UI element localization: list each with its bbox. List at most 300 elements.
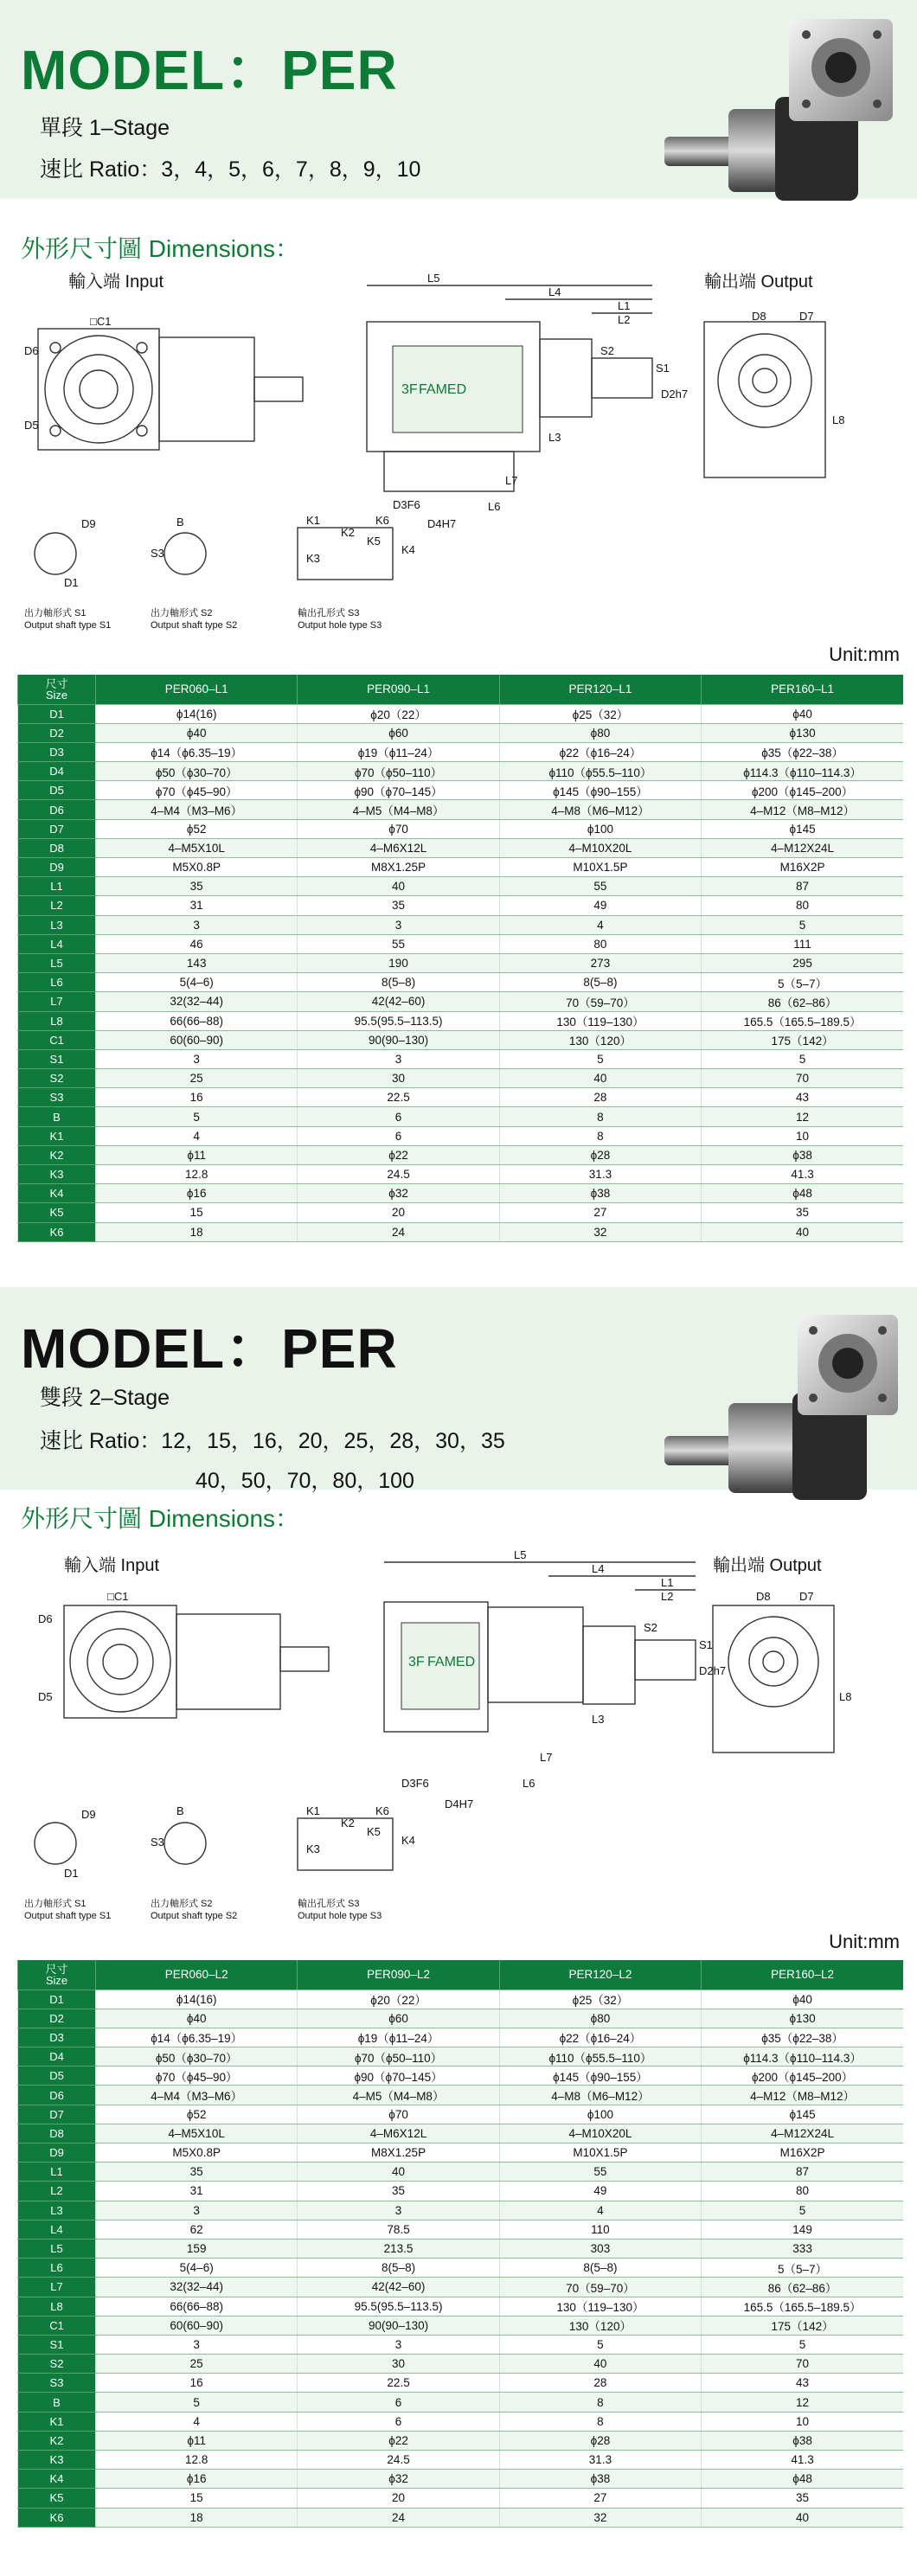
table-cell: 4–M12（M8–M12） [702,2086,903,2105]
svg-text:S3: S3 [151,1836,164,1849]
table-cell: 35 [702,1203,903,1222]
table-cell: ϕ110（ϕ55.5–110） [499,762,701,781]
table-row [18,2163,904,2182]
table-row [18,2220,904,2239]
table-cell: 24.5 [298,1165,499,1184]
table-row [18,2182,904,2201]
table-row [18,2124,904,2143]
table-cell: 4–M12（M8–M12） [702,800,903,819]
row-label: B [18,2393,96,2412]
table-cell: ϕ70 [298,2105,499,2124]
table-cell: 66(66–88) [96,2297,298,2316]
table-body [18,704,904,1241]
svg-text:S1: S1 [699,1638,713,1651]
svg-text:D2h7: D2h7 [699,1664,727,1677]
table-row [18,781,904,800]
unit-label: Unit:mm [829,644,900,665]
svg-text:L2: L2 [661,1590,674,1603]
table-cell: 159 [96,2239,298,2258]
output-label: 輸出端 Output [704,272,813,292]
table-cell: ϕ14(16) [96,704,298,723]
table-cell: 3 [96,915,298,934]
table-cell: ϕ19（ϕ11–24） [298,2028,499,2047]
row-label: D9 [18,858,96,877]
table-cell: 35 [96,2163,298,2182]
dimensions-heading: 外形尺寸圖 Dimensions： [21,1505,300,1532]
table-cell: 31.3 [499,2451,701,2470]
table-cell: ϕ40 [96,2009,298,2028]
table-row [18,2201,904,2220]
row-label: D1 [18,1990,96,2009]
svg-text:D6: D6 [38,1612,53,1625]
table-cell: 4–M12X24L [702,2124,903,2143]
table-row [18,800,904,819]
table-cell: 4 [499,2201,701,2220]
svg-text:L3: L3 [592,1713,605,1726]
row-label: L8 [18,1011,96,1030]
row-label: L5 [18,2239,96,2258]
row-label: D2 [18,723,96,742]
table-cell: ϕ20（22） [298,704,499,723]
row-label: K1 [18,2412,96,2431]
table-cell: 6 [298,2393,499,2412]
table-cell: 8 [499,1107,701,1126]
table-row [18,838,904,857]
gearbox-product-image [659,1306,910,1505]
row-label: D5 [18,2067,96,2086]
table-cell: ϕ70（ϕ50–110） [298,762,499,781]
table-cell: 43 [702,2374,903,2393]
row-label: K1 [18,1126,96,1145]
row-label: K6 [18,2508,96,2527]
table-cell: ϕ16 [96,2470,298,2489]
table-cell: 20 [298,1203,499,1222]
table-cell: 70 [702,1069,903,1088]
ratio-line: 速比 Ratio：3，4，5，6，7，8，9，10 [40,157,421,182]
ratio-line: 速比 Ratio：12，15，16，20，25，28，30，35 [40,1429,505,1453]
table-row [18,704,904,723]
table-cell: 80 [702,2182,903,2201]
table-cell: 213.5 [298,2239,499,2258]
table-cell: 41.3 [702,1165,903,1184]
row-label: L2 [18,2182,96,2201]
svg-text:D8: D8 [756,1590,771,1603]
table-cell: 25 [96,1069,298,1088]
model-header: PER120–L1 [499,675,701,704]
table-row [18,877,904,896]
table-cell: 40 [499,2355,701,2374]
table-cell: 8(5–8) [499,2259,701,2278]
table-cell: 31 [96,2182,298,2201]
table-cell: 4–M5（M4–M8） [298,800,499,819]
row-label: L1 [18,2163,96,2182]
table-cell: 90(90–130) [298,2316,499,2335]
svg-text:D3F6: D3F6 [393,498,420,511]
table-cell: ϕ32 [298,1184,499,1203]
table-cell: 8(5–8) [298,973,499,992]
table-cell: 175（142） [702,1030,903,1049]
table-row [18,2297,904,2316]
svg-text:K4: K4 [401,543,415,556]
table-cell: 18 [96,2508,298,2527]
table-cell: ϕ100 [499,2105,701,2124]
table-cell: ϕ22（ϕ16–24） [499,2028,701,2047]
table-cell: 35 [298,2182,499,2201]
table-row [18,2431,904,2450]
table-cell: 70（59–70） [499,992,701,1011]
table-cell: 4 [96,2412,298,2431]
table-cell: M16X2P [702,858,903,877]
row-label: D8 [18,838,96,857]
model-header: PER160–L1 [702,675,903,704]
table-cell: 110 [499,2220,701,2239]
table-cell: ϕ20（22） [298,1990,499,2009]
table-row [18,1990,904,2009]
table-cell: ϕ48 [702,1184,903,1203]
size-header: 尺寸 Size [18,675,96,704]
dimension-drawing [21,1536,886,1926]
table-cell: 42(42–60) [298,992,499,1011]
table-cell: 40 [298,877,499,896]
table-cell: ϕ145 [702,2105,903,2124]
table-cell: M8X1.25P [298,858,499,877]
table-cell: ϕ80 [499,723,701,742]
table-cell: 6 [298,2412,499,2431]
table-row [18,896,904,915]
table-cell: ϕ70（ϕ45–90） [96,2067,298,2086]
table-row [18,2374,904,2393]
row-label: K5 [18,1203,96,1222]
svg-text:D8: D8 [752,310,766,323]
table-row [18,2316,904,2335]
table-cell: ϕ25（32） [499,1990,701,2009]
svg-text:L5: L5 [514,1548,527,1561]
table-row [18,1184,904,1203]
table-cell: 20 [298,2489,499,2508]
svg-text:K2: K2 [341,526,355,539]
table-cell: ϕ38 [702,1145,903,1164]
svg-text:S2: S2 [600,344,614,357]
table-row [18,2278,904,2297]
row-label: D6 [18,2086,96,2105]
unit-label: Unit:mm [829,1931,900,1952]
svg-text:□C1: □C1 [90,315,112,328]
svg-text:L7: L7 [540,1751,553,1764]
header-band [0,0,917,199]
table-cell: 80 [499,934,701,953]
table-cell: 28 [499,2374,701,2393]
table-cell: 12.8 [96,2451,298,2470]
table-cell: 4 [499,915,701,934]
section-2-stage [0,1287,917,2576]
table-cell: ϕ40 [702,704,903,723]
table-cell: 8 [499,1126,701,1145]
table-cell: ϕ50（ϕ30–70） [96,762,298,781]
row-label: K3 [18,2451,96,2470]
model-title: MODEL：PER [21,39,398,101]
svg-text:D2h7: D2h7 [661,388,689,400]
table-cell: 95.5(95.5–113.5) [298,1011,499,1030]
table-cell: 90(90–130) [298,1030,499,1049]
table-cell: M16X2P [702,2143,903,2163]
table-cell: 95.5(95.5–113.5) [298,2297,499,2316]
table-row [18,742,904,761]
table-cell: 27 [499,1203,701,1222]
table-cell: 49 [499,896,701,915]
svg-text:K4: K4 [401,1834,415,1847]
row-label: D7 [18,819,96,838]
svg-text:輸出孔形式 S3: 輸出孔形式 S3 [298,608,360,618]
table-cell: ϕ25（32） [499,704,701,723]
table-cell: ϕ70（ϕ50–110） [298,2047,499,2067]
table-cell: ϕ60 [298,723,499,742]
row-label: D9 [18,2143,96,2163]
table-row [18,2239,904,2258]
svg-text:B: B [176,1804,184,1817]
table-cell: ϕ14(16) [96,1990,298,2009]
table-cell: 22.5 [298,1088,499,1107]
svg-text:3F: 3F [408,1655,425,1669]
table-cell: ϕ130 [702,2009,903,2028]
table-cell: 25 [96,2355,298,2374]
table-row [18,2067,904,2086]
model-header: PER090–L2 [298,1960,499,1990]
row-label: L3 [18,2201,96,2220]
row-label: D8 [18,2124,96,2143]
table-cell: 8 [499,2393,701,2412]
svg-text:D4H7: D4H7 [445,1797,474,1810]
svg-text:D1: D1 [64,1867,79,1880]
row-label: S1 [18,2335,96,2354]
table-cell: ϕ32 [298,2470,499,2489]
table-cell: 5 [702,2201,903,2220]
table-cell: 40 [298,2163,499,2182]
svg-text:K5: K5 [367,1825,381,1838]
table-row [18,2393,904,2412]
table-cell: 4–M6X12L [298,838,499,857]
table-cell: ϕ38 [702,2431,903,2450]
table-cell: ϕ14（ϕ6.35–19） [96,2028,298,2047]
row-label: L4 [18,934,96,953]
table-cell: 6 [298,1107,499,1126]
table-row [18,2143,904,2163]
svg-text:D3F6: D3F6 [401,1777,429,1790]
table-cell: 16 [96,2374,298,2393]
table-cell: 3 [96,2335,298,2354]
table-cell: ϕ35（ϕ22–38） [702,742,903,761]
table-cell: ϕ100 [499,819,701,838]
table-cell: 130（119–130） [499,2297,701,2316]
row-label: S2 [18,2355,96,2374]
table-cell: 24.5 [298,2451,499,2470]
svg-text:出力軸形式 S2: 出力軸形式 S2 [151,1899,213,1909]
table-cell: 16 [96,1088,298,1107]
table-header-row [18,675,904,704]
table-cell: 12.8 [96,1165,298,1184]
table-cell: 175（142） [702,2316,903,2335]
svg-text:L4: L4 [592,1562,605,1575]
table-cell: 43 [702,1088,903,1107]
table-cell: 78.5 [298,2220,499,2239]
table-row [18,953,904,972]
table-row [18,2508,904,2527]
table-cell: ϕ38 [499,1184,701,1203]
table-cell: 4–M4（M3–M6） [96,2086,298,2105]
table-cell: ϕ200（ϕ145–200） [702,2067,903,2086]
table-cell: 165.5（165.5–189.5） [702,1011,903,1030]
table-cell: 70 [702,2355,903,2374]
table-cell: ϕ145（ϕ90–155） [499,781,701,800]
table-row [18,2451,904,2470]
table-row [18,2047,904,2067]
svg-text:D7: D7 [799,1590,814,1603]
svg-text:L8: L8 [832,413,845,426]
dimensions-heading: 外形尺寸圖 Dimensions： [21,235,300,262]
table-cell: ϕ145 [702,819,903,838]
table-cell: ϕ80 [499,2009,701,2028]
table-cell: 40 [499,1069,701,1088]
table-cell: 3 [298,2335,499,2354]
table-cell: ϕ145（ϕ90–155） [499,2067,701,2086]
row-label: L6 [18,2259,96,2278]
table-cell: 35 [96,877,298,896]
table-cell: 15 [96,1203,298,1222]
table-cell: M5X0.8P [96,858,298,877]
row-label: L8 [18,2297,96,2316]
svg-text:L6: L6 [488,500,501,513]
table-cell: 8(5–8) [298,2259,499,2278]
table-cell: ϕ114.3（ϕ110–114.3） [702,2047,903,2067]
svg-text:K1: K1 [306,514,320,527]
table-cell: M5X0.8P [96,2143,298,2163]
table-cell: ϕ38 [499,2470,701,2489]
table-cell: 31 [96,896,298,915]
table-cell: ϕ110（ϕ55.5–110） [499,2047,701,2067]
table-cell: 18 [96,1222,298,1241]
table-cell: 5 [96,1107,298,1126]
model-title: MODEL：PER [21,1317,398,1380]
model-header: PER090–L1 [298,675,499,704]
table-cell: 60(60–90) [96,1030,298,1049]
table-row [18,934,904,953]
table-row [18,1126,904,1145]
table-row [18,1165,904,1184]
table-row [18,1049,904,1068]
table-cell: 8 [499,2412,701,2431]
row-label: L6 [18,973,96,992]
table-cell: 55 [499,2163,701,2182]
row-label: L5 [18,953,96,972]
table-cell: 165.5（165.5–189.5） [702,2297,903,2316]
svg-text:L1: L1 [618,299,631,312]
table-cell: 32 [499,1222,701,1241]
row-label: S3 [18,2374,96,2393]
table-row [18,2009,904,2028]
table-cell: 5 [702,2335,903,2354]
table-cell: 3 [96,2201,298,2220]
input-label: 輸入端 Input [68,272,164,292]
table-cell: 15 [96,2489,298,2508]
svg-text:D6: D6 [24,344,39,357]
row-label: D2 [18,2009,96,2028]
model-header: PER060–L1 [96,675,298,704]
table-cell: 4–M5X10L [96,2124,298,2143]
table-row [18,1145,904,1164]
row-label: K5 [18,2489,96,2508]
table-cell: 4–M4（M3–M6） [96,800,298,819]
table-cell: ϕ130 [702,723,903,742]
spec-table [17,1960,903,2528]
table-row [18,2259,904,2278]
row-label: D7 [18,2105,96,2124]
table-cell: ϕ70（ϕ45–90） [96,781,298,800]
svg-text:D9: D9 [81,1808,96,1821]
row-label: C1 [18,1030,96,1049]
table-cell: ϕ40 [96,723,298,742]
size-header: 尺寸 Size [18,1960,96,1990]
table-cell: 86（62–86） [702,2278,903,2297]
table-cell: ϕ22 [298,1145,499,1164]
row-label: K4 [18,2470,96,2489]
row-label: K2 [18,2431,96,2450]
table-cell: M8X1.25P [298,2143,499,2163]
svg-text:Output shaft type S2: Output shaft type S2 [151,620,238,631]
table-cell: 32 [499,2508,701,2527]
table-cell: 12 [702,1107,903,1126]
table-cell: 40 [702,1222,903,1241]
svg-text:K5: K5 [367,535,381,548]
table-cell: ϕ14（ϕ6.35–19） [96,742,298,761]
table-cell: 3 [96,1049,298,1068]
table-cell: ϕ16 [96,1184,298,1203]
row-label: L1 [18,877,96,896]
table-row [18,1107,904,1126]
header-band [0,1287,917,1493]
ratio-line-continued: 40，50，70，80，100 [196,1469,414,1493]
table-row [18,2470,904,2489]
table-cell: 190 [298,953,499,972]
row-label: D1 [18,704,96,723]
table-cell: 4 [96,1126,298,1145]
table-cell: 295 [702,953,903,972]
row-label: D6 [18,800,96,819]
row-label: S2 [18,1069,96,1088]
svg-text:Output shaft type S1: Output shaft type S1 [24,1911,112,1921]
svg-text:D4H7: D4H7 [427,517,457,530]
table-cell: ϕ35（ϕ22–38） [702,2028,903,2047]
svg-text:K2: K2 [341,1817,355,1829]
section-1-stage [0,0,917,1268]
output-label: 輸出端 Output [713,1556,822,1575]
row-label: D3 [18,2028,96,2047]
table-cell: ϕ60 [298,2009,499,2028]
table-header-row [18,1960,904,1990]
svg-text:S2: S2 [644,1621,657,1634]
table-cell: 30 [298,2355,499,2374]
table-cell: ϕ52 [96,2105,298,2124]
svg-text:FAMED: FAMED [419,382,467,397]
table-cell: ϕ19（ϕ11–24） [298,742,499,761]
svg-text:出力軸形式 S2: 出力軸形式 S2 [151,608,213,618]
table-cell: 5 [499,1049,701,1068]
svg-text:L1: L1 [661,1576,674,1589]
svg-text:Output hole type S3: Output hole type S3 [298,1911,382,1921]
table-cell: ϕ52 [96,819,298,838]
table-cell: 60(60–90) [96,2316,298,2335]
table-cell: 149 [702,2220,903,2239]
table-row [18,2489,904,2508]
model-header: PER160–L2 [702,1960,903,1990]
